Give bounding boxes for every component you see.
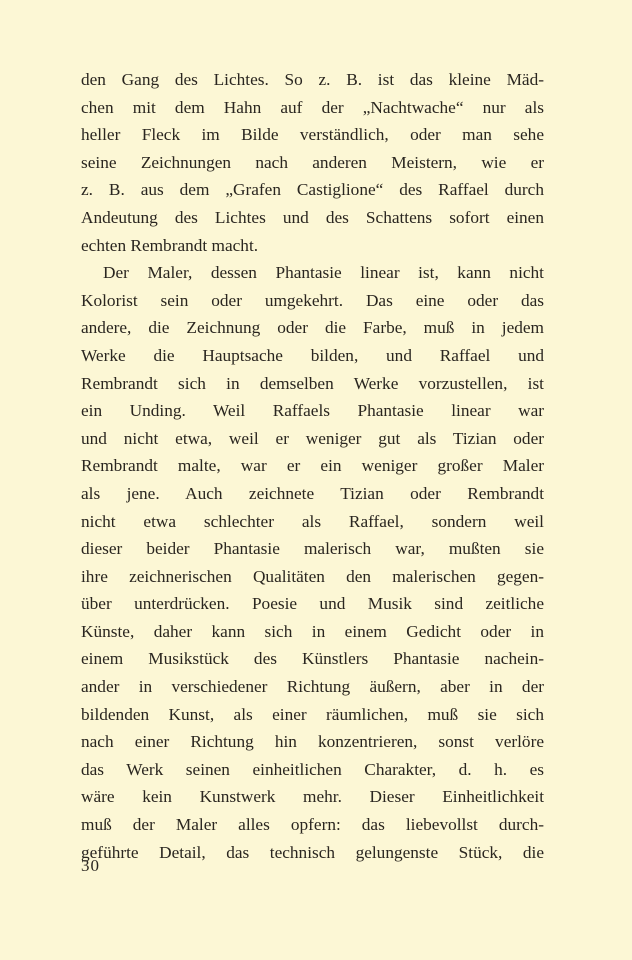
body-text (81, 66, 544, 866)
text-line: chen mit dem Hahn auf der „Nachtwache“ nur als (81, 97, 544, 117)
text-line: heller Fleck im Bilde verständlich, oder man sehe (81, 125, 544, 145)
text-line: geführte Detail, das technisch gelungenste Stück, die (81, 842, 544, 862)
text-line: ein Unding. Weil Raffaels Phantasie linear war (81, 401, 544, 421)
text-line: ander in verschiedener Richtung äußern, aber in der (81, 677, 544, 697)
text-line: dieser beider Phantasie malerisch war, mußten sie (81, 539, 544, 559)
text-line: einem Musikstück des Künstlers Phantasie nachein- (81, 649, 544, 669)
text-line: Werke die Hauptsache bilden, und Raffael und (81, 345, 544, 365)
text-line: echten Rembrandt macht. (81, 235, 259, 255)
text-line: Der Maler, dessen Phantasie linear ist, kann nicht (103, 263, 544, 283)
paragraph-1 (81, 66, 544, 259)
text-line: seine Zeichnungen nach anderen Meistern, wie er (81, 152, 544, 172)
text-line: andere, die Zeichnung oder die Farbe, muß in jedem (81, 318, 544, 338)
text-line: Rembrandt sich in demselben Werke vorzustellen, ist (81, 373, 544, 393)
text-line: den Gang des Lichtes. So z. B. ist das kleine Mäd- (81, 70, 544, 89)
text-line: bildenden Kunst, als einer räumlichen, muß sie sich (81, 704, 544, 724)
text-line: als jene. Auch zeichnete Tizian oder Rembrandt (81, 483, 544, 503)
text-line: z. B. aus dem „Grafen Castiglione“ des Raffael durch (81, 180, 544, 200)
text-line: muß der Maler alles opfern: das liebevollst durch- (81, 815, 544, 835)
text-line: Rembrandt malte, war er ein weniger großer Maler (81, 456, 544, 476)
text-line: ihre zeichnerischen Qualitäten den malerischen gegen- (81, 566, 544, 586)
text-line: Kolorist sein oder umgekehrt. Das eine oder das (81, 290, 544, 310)
text-line: nach einer Richtung hin konzentrieren, sonst verlöre (81, 732, 544, 752)
page-number: 30 (81, 856, 100, 875)
paragraph-2 (81, 259, 544, 866)
text-line: wäre kein Kunstwerk mehr. Dieser Einheitlichkeit (81, 787, 544, 807)
text-line: über unterdrücken. Poesie und Musik sind zeitliche (81, 594, 544, 614)
text-line: Andeutung des Lichtes und des Schattens sofort einen (81, 207, 544, 227)
text-line: das Werk seinen einheitlichen Charakter, d. h. es (81, 759, 544, 779)
text-line: nicht etwa schlechter als Raffael, sondern weil (81, 511, 544, 531)
text-line: und nicht etwa, weil er weniger gut als Tizian oder (81, 428, 544, 448)
text-line: Künste, daher kann sich in einem Gedicht oder in (81, 621, 544, 641)
